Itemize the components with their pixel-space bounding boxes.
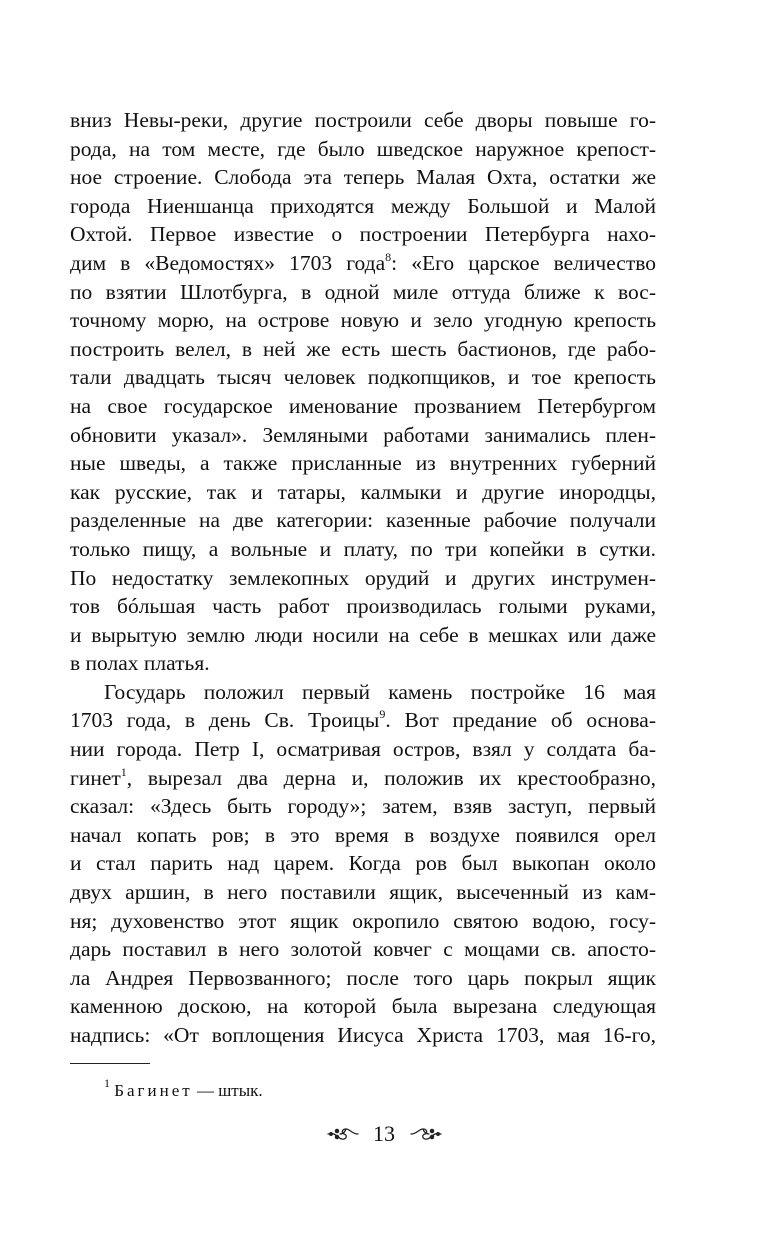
text-line-segment: : «Его царское величество xyxy=(391,250,656,275)
text-line xyxy=(70,392,656,421)
text-line-segment: по взятии Шлотбурга, в одной миле оттуда ближе к вос- xyxy=(70,279,656,304)
text-line xyxy=(70,335,656,364)
footnote-reference: 1 xyxy=(120,764,127,779)
text-line-segment: дим в «Ведомостях» 1703 года xyxy=(70,250,386,275)
text-line-segment: города Ниеншанца приходятся между Большой и Малой xyxy=(70,193,656,218)
text-line xyxy=(70,564,656,593)
text-line-segment: только пищу, а вольные и плату, по три копейки в сутки. xyxy=(70,536,656,561)
text-line-segment: разделенные на две категории: казенные рабочие получали xyxy=(70,508,656,533)
text-line xyxy=(70,249,656,278)
text-line-segment: ла Андрея Первозванного; после того царь покрыл ящик xyxy=(70,965,656,990)
text-line xyxy=(70,935,656,964)
text-line xyxy=(70,421,656,450)
text-line xyxy=(70,849,656,878)
text-line xyxy=(70,649,656,678)
text-line xyxy=(70,964,656,993)
text-line-segment: обновити указал». Земляными работами занимались плен- xyxy=(70,422,656,447)
text-line-segment: Государь положил первый камень постройке 16 мая xyxy=(104,679,656,704)
text-line-segment: . Вот предание об основа- xyxy=(385,708,656,733)
text-line-segment: нии города. Петр I, осматривая остров, взял у солдата ба- xyxy=(70,737,656,762)
text-line xyxy=(70,478,656,507)
text-line-segment: начал копать ров; в это время в воздухе появился орел xyxy=(70,822,656,847)
text-line xyxy=(70,535,656,564)
text-line-segment: двух аршин, в него поставили ящик, высеченный из кам- xyxy=(70,880,656,905)
text-line xyxy=(70,135,656,164)
text-line-segment: Охтой. Первое известие о построении Петербурга нахо- xyxy=(70,222,656,247)
page-footer xyxy=(0,1120,768,1148)
footnote-marker: 1 xyxy=(104,1076,110,1090)
text-line-segment: и стал парить над царем. Когда ров был выкопан около xyxy=(70,851,656,876)
text-line-segment: надпись: «От воплощения Иисуса Христа 1703, мая 16-го, xyxy=(70,1023,656,1047)
footnote-term: Багинет xyxy=(114,1081,193,1100)
text-line-segment: как русские, так и татары, калмыки и другие инородцы, xyxy=(70,479,656,504)
text-line xyxy=(70,163,656,192)
text-line xyxy=(70,992,656,1021)
text-line-segment: ные шведы, а также присланные из внутренних губерний xyxy=(70,451,656,476)
text-line xyxy=(70,449,656,478)
text-line-segment: в полах платья. xyxy=(70,651,210,676)
text-line xyxy=(70,278,656,307)
text-line-segment: и вырытую землю люди носили на себе в мешках или даже xyxy=(70,622,656,647)
text-line xyxy=(70,678,656,707)
text-line-segment: каменною доскою, на которой была вырезана следующая xyxy=(70,994,656,1019)
text-line-segment: сказал: «Здесь быть городу»; затем, взяв заступ, первый xyxy=(70,794,656,819)
text-line-segment: ня; духовенство этот ящик окропило святою водою, госу- xyxy=(70,908,656,933)
text-line xyxy=(70,506,656,535)
text-line xyxy=(70,907,656,936)
text-line xyxy=(70,363,656,392)
text-line xyxy=(70,878,656,907)
text-line-segment: построить велел, в ней же есть шесть бастионов, где рабо- xyxy=(70,336,656,361)
text-line xyxy=(70,735,656,764)
body-text xyxy=(70,106,656,1050)
text-line-segment: гинет xyxy=(70,765,121,790)
footnote-reference: 8 xyxy=(385,249,392,264)
text-line xyxy=(70,1021,656,1050)
footnote-reference: 9 xyxy=(379,707,386,722)
text-line xyxy=(70,306,656,335)
text-line-segment: дарь поставил в него золотой ковчег с мощами св. апосто- xyxy=(70,937,656,962)
fleuron-left-icon xyxy=(326,1125,360,1143)
footnote xyxy=(104,1076,263,1102)
text-line-segment: на свое государское именование прозванием Петербургом xyxy=(70,393,656,418)
text-line xyxy=(70,592,656,621)
text-line-segment: точному морю, на острове новую и зело угодную крепость xyxy=(70,308,656,333)
text-line-segment: По недостатку землекопных орудий и других инструмен- xyxy=(70,565,656,590)
text-line xyxy=(70,706,656,735)
text-line-segment: тов бóльшая часть работ производилась голыми руками, xyxy=(70,594,656,619)
text-line-segment: 1703 года, в день Св. Троицы xyxy=(70,708,380,733)
page-number: 13 xyxy=(373,1121,395,1146)
footnote-divider xyxy=(70,1063,150,1064)
text-line-segment: рода, на том месте, где было шведское наружное крепост- xyxy=(70,136,656,161)
text-line xyxy=(70,764,656,793)
text-line-segment: вниз Невы-реки, другие построили себе дворы повыше го- xyxy=(70,108,656,132)
text-line xyxy=(70,106,656,135)
text-line xyxy=(70,220,656,249)
text-line xyxy=(70,192,656,221)
text-line xyxy=(70,621,656,650)
fleuron-right-icon xyxy=(409,1125,443,1143)
text-line-segment: тали двадцать тысяч человек подкопщиков, и тое крепость xyxy=(70,365,656,390)
footnote-definition: — штык. xyxy=(192,1081,263,1100)
text-line xyxy=(70,821,656,850)
text-line-segment: , вырезал два дерна и, положив их крестообразно, xyxy=(126,765,656,790)
text-line xyxy=(70,792,656,821)
text-line-segment: ное строение. Слобода эта теперь Малая Охта, остатки же xyxy=(70,165,656,190)
